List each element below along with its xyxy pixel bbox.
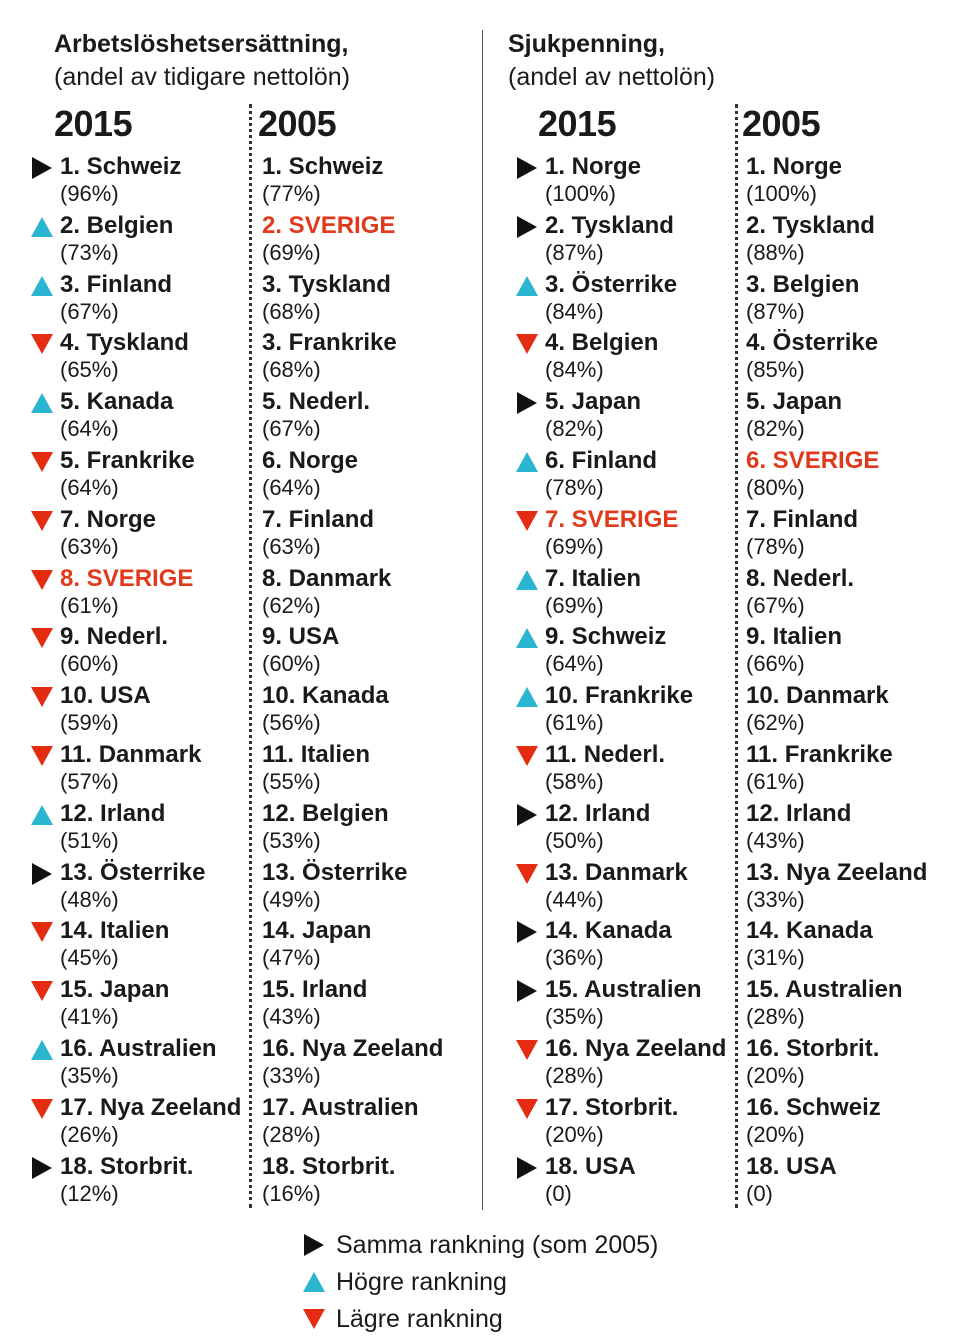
country-rank: 10. USA — [60, 682, 151, 710]
ranking-item — [545, 446, 731, 504]
replacement-rate: (64%) — [60, 416, 119, 442]
ranking-item — [746, 799, 956, 857]
country-rank: 3. Österrike — [545, 270, 678, 298]
ranking-item — [545, 1152, 731, 1210]
ranking-item — [262, 387, 472, 445]
replacement-rate: (69%) — [545, 533, 604, 559]
triangle-right-icon — [515, 980, 539, 1002]
country-rank: 2. Tyskland — [545, 211, 674, 239]
replacement-rate: (28%) — [262, 1121, 321, 1147]
triangle-up-icon — [30, 1039, 54, 1061]
country-rank: 2. SVERIGE — [262, 211, 396, 239]
replacement-rate: (84%) — [545, 298, 604, 324]
country-rank: 16. Schweiz — [746, 1093, 881, 1121]
country-rank: 10. Kanada — [262, 682, 389, 710]
ranking-item — [545, 799, 731, 857]
legend-label: Samma rankning (som 2005) — [336, 1231, 659, 1259]
section-divider — [482, 30, 483, 1210]
ranking-item — [262, 270, 472, 328]
ranking-item — [545, 387, 731, 445]
country-rank: 14. Kanada — [746, 917, 873, 945]
replacement-rate: (63%) — [60, 533, 119, 559]
country-rank: 2. Tyskland — [746, 211, 875, 239]
replacement-rate: (77%) — [262, 181, 321, 206]
country-rank: 1. Schweiz — [262, 153, 384, 180]
replacement-rate: (48%) — [60, 886, 119, 912]
country-rank: 15. Australien — [746, 976, 903, 1004]
ranking-item — [262, 1152, 472, 1210]
ranking-item — [545, 975, 731, 1033]
ranking-item — [262, 916, 472, 974]
triangle-up-icon — [30, 275, 54, 297]
triangle-right-icon — [515, 216, 539, 238]
replacement-rate: (36%) — [545, 945, 604, 971]
country-rank: 1. Norge — [545, 153, 642, 180]
replacement-rate: (35%) — [60, 1063, 119, 1088]
replacement-rate: (80%) — [746, 475, 805, 500]
country-rank: 8. Nederl. — [746, 564, 855, 592]
country-rank: 16. Nya Zeeland — [262, 1035, 444, 1062]
ranking-item — [262, 564, 472, 622]
country-rank: 6. Norge — [262, 447, 359, 474]
country-rank: 12. Belgien — [262, 799, 389, 827]
unemployment-year-2005: 2005 — [258, 103, 337, 144]
country-rank: 10. Frankrike — [545, 682, 694, 710]
triangle-down-icon — [30, 921, 54, 943]
country-rank: 4. Österrike — [746, 329, 879, 357]
country-rank: 7. Finland — [746, 505, 859, 533]
ranking-item — [545, 740, 731, 798]
ranking-item — [746, 1152, 956, 1210]
replacement-rate: (26%) — [60, 1121, 119, 1147]
country-rank: 17. Storbrit. — [545, 1093, 679, 1121]
country-rank: 11. Nederl. — [545, 741, 666, 768]
country-rank: 9. USA — [262, 623, 340, 651]
country-rank: 9. Nederl. — [60, 623, 169, 651]
sickpay-2015-list — [545, 152, 731, 1212]
country-rank: 8. SVERIGE — [60, 564, 194, 592]
replacement-rate: (64%) — [60, 475, 119, 500]
replacement-rate: (100%) — [746, 181, 817, 206]
ranking-item — [746, 211, 956, 269]
ranking-item — [60, 211, 246, 269]
replacement-rate: (0) — [746, 1180, 773, 1206]
replacement-rate: (35%) — [545, 1004, 604, 1030]
triangle-right-icon — [30, 1157, 54, 1179]
triangle-up-icon — [30, 804, 54, 826]
ranking-item — [746, 270, 956, 328]
country-rank: 3. Frankrike — [262, 329, 397, 357]
replacement-rate: (51%) — [60, 827, 119, 853]
ranking-item — [545, 270, 731, 328]
ranking-item — [262, 858, 472, 916]
triangle-down-icon — [515, 1098, 539, 1120]
country-rank: 8. Danmark — [262, 564, 392, 592]
replacement-rate: (87%) — [545, 239, 604, 265]
triangle-up-icon — [515, 569, 539, 591]
replacement-rate: (56%) — [262, 710, 321, 736]
country-rank: 9. Italien — [746, 623, 843, 651]
ranking-item — [746, 858, 956, 916]
triangle-down-icon — [30, 451, 54, 473]
replacement-rate: (65%) — [60, 357, 119, 383]
country-rank: 18. Storbrit. — [262, 1152, 396, 1180]
replacement-rate: (43%) — [262, 1004, 321, 1030]
triangle-down-icon — [30, 980, 54, 1002]
unemployment-year-2015: 2015 — [54, 103, 133, 144]
country-rank: 3. Belgien — [746, 270, 860, 298]
legend-item — [302, 1304, 722, 1336]
replacement-rate: (44%) — [545, 886, 604, 912]
replacement-rate: (100%) — [545, 181, 616, 206]
replacement-rate: (88%) — [746, 239, 805, 265]
replacement-rate: (41%) — [60, 1004, 119, 1030]
triangle-down-icon — [515, 1039, 539, 1061]
triangle-right-icon — [515, 157, 539, 179]
ranking-item-sverige — [262, 211, 472, 269]
replacement-rate: (67%) — [746, 592, 805, 618]
unemployment-2015-list — [60, 152, 246, 1212]
triangle-up-icon — [302, 1271, 326, 1293]
replacement-rate: (45%) — [60, 945, 119, 971]
unemployment-subtitle: (andel av tidigare nettolön) — [54, 63, 351, 91]
ranking-item — [746, 387, 956, 445]
triangle-down-icon — [30, 627, 54, 649]
ranking-item — [545, 622, 731, 680]
legend-label: Högre rankning — [336, 1268, 507, 1296]
replacement-rate: (43%) — [746, 827, 805, 853]
replacement-rate: (78%) — [746, 533, 805, 559]
replacement-rate: (33%) — [262, 1063, 321, 1088]
unemployment-dotted-divider — [249, 104, 252, 1208]
unemployment-2005-list — [262, 152, 472, 1212]
country-rank: 13. Nya Zeeland — [746, 858, 928, 886]
replacement-rate: (33%) — [746, 886, 805, 912]
legend — [302, 1230, 722, 1340]
ranking-item — [60, 152, 246, 210]
legend-item — [302, 1230, 722, 1262]
country-rank: 16. Australien — [60, 1035, 217, 1062]
ranking-item — [545, 681, 731, 739]
replacement-rate: (61%) — [545, 710, 604, 736]
country-rank: 10. Danmark — [746, 682, 889, 710]
country-rank: 6. Finland — [545, 447, 658, 474]
replacement-rate: (61%) — [60, 592, 119, 618]
ranking-item — [60, 799, 246, 857]
replacement-rate: (78%) — [545, 475, 604, 500]
ranking-item — [545, 916, 731, 974]
ranking-item — [262, 799, 472, 857]
ranking-item — [746, 564, 956, 622]
sickpay-2005-list — [746, 152, 956, 1212]
country-rank: 5. Kanada — [60, 388, 174, 416]
country-rank: 1. Schweiz — [60, 153, 182, 180]
ranking-item — [262, 152, 472, 210]
country-rank: 12. Irland — [746, 799, 852, 827]
country-rank: 11. Italien — [262, 741, 371, 768]
ranking-item — [746, 1093, 956, 1151]
ranking-item — [60, 975, 246, 1033]
sickpay-heading — [508, 28, 715, 94]
ranking-item — [545, 858, 731, 916]
ranking-item — [746, 505, 956, 563]
ranking-item — [60, 328, 246, 386]
replacement-rate: (60%) — [60, 651, 119, 677]
sickpay-subtitle: (andel av nettolön) — [508, 63, 716, 91]
replacement-rate: (67%) — [262, 416, 321, 442]
replacement-rate: (69%) — [545, 592, 604, 618]
ranking-item — [60, 622, 246, 680]
ranking-item — [545, 1093, 731, 1151]
triangle-up-icon — [30, 216, 54, 238]
country-rank: 13. Österrike — [60, 858, 206, 886]
triangle-up-icon — [515, 275, 539, 297]
country-rank: 7. Italien — [545, 564, 642, 592]
ranking-item — [545, 564, 731, 622]
ranking-item — [60, 740, 246, 798]
ranking-item — [60, 858, 246, 916]
replacement-rate: (57%) — [60, 769, 119, 794]
replacement-rate: (82%) — [746, 416, 805, 442]
country-rank: 14. Japan — [262, 917, 372, 945]
sickpay-year-2005: 2005 — [742, 103, 821, 144]
ranking-item — [262, 1034, 472, 1092]
ranking-item — [545, 211, 731, 269]
replacement-rate: (58%) — [545, 769, 604, 794]
triangle-down-icon — [30, 510, 54, 532]
ranking-item — [60, 681, 246, 739]
country-rank: 11. Danmark — [60, 741, 202, 768]
replacement-rate: (61%) — [746, 769, 805, 794]
triangle-down-icon — [30, 686, 54, 708]
country-rank: 2. Belgien — [60, 211, 174, 239]
triangle-up-icon — [515, 451, 539, 473]
replacement-rate: (49%) — [262, 886, 321, 912]
ranking-item — [60, 446, 246, 504]
ranking-item — [746, 1034, 956, 1092]
replacement-rate: (59%) — [60, 710, 119, 736]
ranking-item — [545, 1034, 731, 1092]
ranking-item — [262, 740, 472, 798]
replacement-rate: (69%) — [262, 239, 321, 265]
country-rank: 15. Australien — [545, 976, 702, 1004]
replacement-rate: (62%) — [746, 710, 805, 736]
triangle-down-icon — [30, 745, 54, 767]
ranking-item — [60, 387, 246, 445]
ranking-item — [262, 505, 472, 563]
country-rank: 12. Irland — [545, 799, 651, 827]
country-rank: 16. Nya Zeeland — [545, 1035, 727, 1062]
replacement-rate: (0) — [545, 1180, 572, 1206]
replacement-rate: (50%) — [545, 827, 604, 853]
triangle-right-icon — [515, 392, 539, 414]
ranking-item — [60, 1093, 246, 1151]
ranking-item — [545, 328, 731, 386]
country-rank: 5. Japan — [746, 388, 843, 416]
triangle-down-icon — [30, 569, 54, 591]
legend-item — [302, 1267, 722, 1299]
replacement-rate: (82%) — [545, 416, 604, 442]
sickpay-year-2015: 2015 — [538, 103, 617, 144]
replacement-rate: (47%) — [262, 945, 321, 971]
ranking-item — [262, 328, 472, 386]
ranking-item — [60, 1034, 246, 1092]
replacement-rate: (31%) — [746, 945, 805, 971]
triangle-right-icon — [515, 921, 539, 943]
triangle-up-icon — [515, 627, 539, 649]
triangle-right-icon — [302, 1234, 326, 1256]
country-rank: 7. SVERIGE — [545, 505, 679, 533]
ranking-item-sverige — [60, 564, 246, 622]
country-rank: 1. Norge — [746, 153, 843, 180]
replacement-rate: (68%) — [262, 298, 321, 324]
country-rank: 18. USA — [545, 1152, 636, 1180]
replacement-rate: (63%) — [262, 533, 321, 559]
ranking-item — [60, 1152, 246, 1210]
ranking-item — [746, 975, 956, 1033]
replacement-rate: (68%) — [262, 357, 321, 383]
replacement-rate: (87%) — [746, 298, 805, 324]
triangle-up-icon — [30, 392, 54, 414]
sickpay-dotted-divider — [735, 104, 738, 1208]
country-rank: 5. Japan — [545, 388, 642, 416]
country-rank: 5. Frankrike — [60, 447, 195, 474]
country-rank: 9. Schweiz — [545, 623, 667, 651]
country-rank: 13. Österrike — [262, 858, 408, 886]
replacement-rate: (64%) — [262, 475, 321, 500]
unemployment-title: Arbetslöshetsersättning, — [54, 30, 349, 58]
ranking-item — [746, 916, 956, 974]
country-rank: 14. Kanada — [545, 917, 672, 945]
ranking-item — [746, 152, 956, 210]
ranking-item — [262, 622, 472, 680]
replacement-rate: (67%) — [60, 298, 119, 324]
sickpay-title: Sjukpenning, — [508, 30, 665, 58]
country-rank: 17. Nya Zeeland — [60, 1093, 242, 1121]
triangle-right-icon — [515, 1157, 539, 1179]
country-rank: 3. Finland — [60, 270, 173, 298]
replacement-rate: (62%) — [262, 592, 321, 618]
triangle-down-icon — [30, 1098, 54, 1120]
ranking-item-sverige — [545, 505, 731, 563]
legend-label: Lägre rankning — [336, 1305, 503, 1333]
replacement-rate: (20%) — [746, 1063, 805, 1088]
ranking-item — [262, 1093, 472, 1151]
triangle-down-icon — [515, 333, 539, 355]
country-rank: 7. Finland — [262, 505, 375, 533]
country-rank: 18. Storbrit. — [60, 1152, 194, 1180]
country-rank: 15. Irland — [262, 976, 368, 1004]
replacement-rate: (16%) — [262, 1180, 321, 1206]
ranking-item — [60, 916, 246, 974]
country-rank: 13. Danmark — [545, 858, 688, 886]
country-rank: 4. Tyskland — [60, 329, 189, 357]
replacement-rate: (20%) — [545, 1121, 604, 1147]
country-rank: 6. SVERIGE — [746, 447, 880, 474]
country-rank: 18. USA — [746, 1152, 837, 1180]
ranking-item — [262, 681, 472, 739]
triangle-right-icon — [30, 157, 54, 179]
ranking-item-sverige — [746, 446, 956, 504]
replacement-rate: (12%) — [60, 1180, 119, 1206]
replacement-rate: (55%) — [262, 769, 321, 794]
triangle-down-icon — [302, 1308, 326, 1330]
ranking-item — [746, 622, 956, 680]
ranking-item — [746, 681, 956, 739]
triangle-up-icon — [515, 686, 539, 708]
replacement-rate: (53%) — [262, 827, 321, 853]
replacement-rate: (60%) — [262, 651, 321, 677]
triangle-down-icon — [30, 333, 54, 355]
country-rank: 12. Irland — [60, 799, 166, 827]
country-rank: 14. Italien — [60, 917, 170, 945]
replacement-rate: (96%) — [60, 181, 119, 206]
country-rank: 3. Tyskland — [262, 270, 391, 298]
country-rank: 16. Storbrit. — [746, 1035, 880, 1062]
country-rank: 5. Nederl. — [262, 388, 371, 416]
ranking-item — [545, 152, 731, 210]
triangle-right-icon — [515, 804, 539, 826]
replacement-rate: (73%) — [60, 239, 119, 265]
replacement-rate: (28%) — [746, 1004, 805, 1030]
ranking-item — [60, 270, 246, 328]
ranking-item — [746, 328, 956, 386]
country-rank: 17. Australien — [262, 1093, 419, 1121]
ranking-item — [262, 446, 472, 504]
triangle-down-icon — [515, 745, 539, 767]
country-rank: 15. Japan — [60, 976, 170, 1004]
country-rank: 11. Frankrike — [746, 741, 893, 768]
unemployment-heading — [54, 28, 350, 94]
country-rank: 7. Norge — [60, 505, 157, 533]
replacement-rate: (85%) — [746, 357, 805, 383]
ranking-item — [60, 505, 246, 563]
ranking-item — [746, 740, 956, 798]
replacement-rate: (84%) — [545, 357, 604, 383]
replacement-rate: (20%) — [746, 1121, 805, 1147]
replacement-rate: (66%) — [746, 651, 805, 677]
triangle-right-icon — [30, 863, 54, 885]
replacement-rate: (28%) — [545, 1063, 604, 1088]
replacement-rate: (64%) — [545, 651, 604, 677]
country-rank: 4. Belgien — [545, 329, 659, 357]
triangle-down-icon — [515, 510, 539, 532]
triangle-down-icon — [515, 863, 539, 885]
ranking-item — [262, 975, 472, 1033]
